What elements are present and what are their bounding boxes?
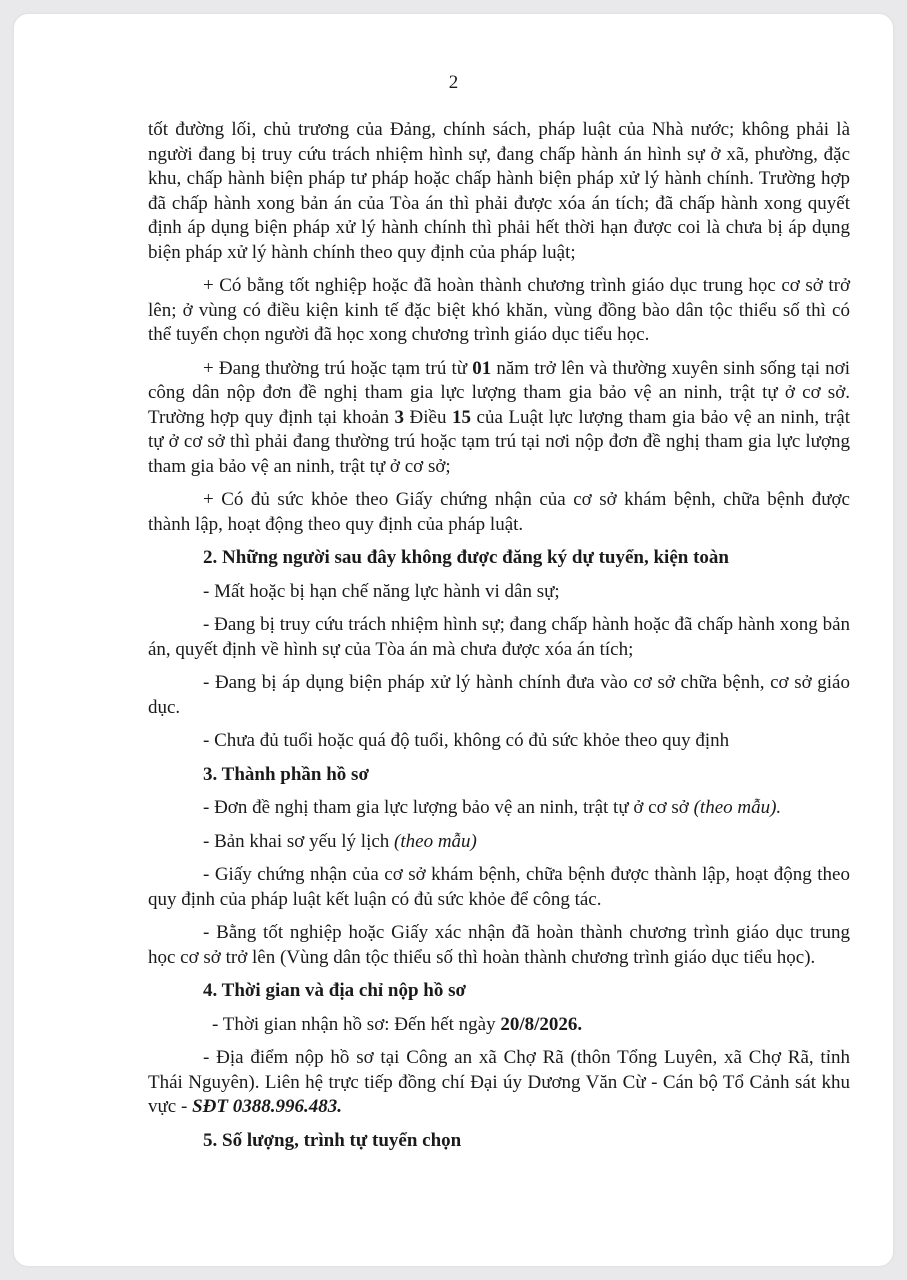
list-item: - Giấy chứng nhận của cơ sở khám bệnh, chữa bệnh được thành lập, hoạt động theo quy định của pháp luật kết luận có đủ sức khỏe để công tác. [148, 864, 850, 910]
form-note: (theo mẫu) [394, 830, 477, 852]
list-item: - Thời gian nhận hồ sơ: Đến hết ngày 20/8/2026. [212, 1013, 583, 1035]
article-number: 15 [452, 406, 472, 428]
list-item: - Chưa đủ tuổi hoặc quá độ tuổi, không có đủ sức khỏe theo quy định [203, 730, 730, 751]
list-item: - Bằng tốt nghiệp hoặc Giấy xác nhận đã hoàn thành chương trình giáo dục trung học cơ sở trở lên (Vùng dân tộc thiểu số thì hoàn thành chương trình giáo dục tiểu học). [148, 922, 850, 968]
document-page [14, 14, 893, 1266]
paragraph-education: + Có bằng tốt nghiệp hoặc đã hoàn thành chương trình giáo dục trung học cơ sở trở lên; ở vùng có điều kiện kinh tế đặc biệt khó khăn, vùng đồng bào dân tộc thiểu số thì có thể tuyển chọn người đã học xong chương trình giáo dục tiểu học. [148, 275, 850, 345]
contact-phone: SĐT 0388.996.483. [192, 1096, 342, 1117]
paragraph-eligibility-continued: tốt đường lối, chủ trương của Đảng, chính sách, pháp luật của Nhà nước; không phải là người đang bị truy cứu trách nhiệm hình sự, đang chấp hành án hình sự ở xã, phường, đặc khu, chấp hành biện pháp tư pháp hoặc chấp hành biện pháp xử lý hành chính. Trường hợp đã chấp hành xong bản án của Tòa án thì phải được xóa án tích; đã chấp hành xong quyết định áp dụng biện pháp xử lý hành chính thì phải hết thời hạn được coi là chưa bị áp dụng biện pháp xử lý hành chính theo quy định của pháp luật; [148, 119, 850, 263]
section-heading-2: 2. Những người sau đây không được đăng ký dự tuyển, kiện toàn [203, 547, 729, 568]
list-item: - Địa điểm nộp hồ sơ tại Công an xã Chợ Rã (thôn Tổng Luyên, xã Chợ Rã, tỉnh Thái Nguyên). Liên hệ trực tiếp đồng chí Đại úy Dương Văn Cừ - Cán bộ Tổ Cảnh sát khu vực - SĐT 0388.996.483. [148, 1047, 850, 1117]
section-heading-4: 4. Thời gian và địa chỉ nộp hồ sơ [203, 980, 467, 1001]
section-heading-3: 3. Thành phần hồ sơ [203, 763, 369, 785]
residence-years: 01 [472, 357, 492, 379]
list-item: - Đang bị truy cứu trách nhiệm hình sự; đang chấp hành hoặc đã chấp hành xong bản án, quyết định về hình sự của Tòa án mà chưa được xóa án tích; [148, 614, 850, 660]
paragraph-residence: + Đang thường trú hoặc tạm trú từ 01 năm trở lên và thường xuyên sinh sống tại nơi công dân nộp đơn đề nghị tham gia lực lượng tham gia bảo vệ an ninh, trật tự ở cơ sở. Trường hợp quy định tại khoản 3 Điều 15 của Luật lực lượng tham gia bảo vệ an ninh, trật tự ở cơ sở thì phải đang thường trú hoặc tạm trú tại nơi nộp đơn đề nghị tham gia lực lượng tham gia bảo vệ an ninh, trật tự ở cơ sở; [148, 357, 851, 477]
list-item: - Đang bị áp dụng biện pháp xử lý hành chính đưa vào cơ sở chữa bệnh, cơ sở giáo dục. [148, 672, 850, 718]
list-item: - Đơn đề nghị tham gia lực lượng bảo vệ an ninh, trật tự ở cơ sở (theo mẫu). [203, 797, 782, 818]
list-item: - Mất hoặc bị hạn chế năng lực hành vi dân sự; [203, 580, 560, 602]
document-body [148, 118, 850, 1162]
deadline-date: 20/8/2026. [500, 1013, 583, 1035]
form-note: (theo mẫu). [693, 797, 782, 818]
list-item: - Bản khai sơ yếu lý lịch (theo mẫu) [203, 830, 477, 852]
paragraph-health: + Có đủ sức khỏe theo Giấy chứng nhận của cơ sở khám bệnh, chữa bệnh được thành lập, hoạt động theo quy định của pháp luật. [148, 489, 850, 535]
page-number: 2 [448, 72, 459, 93]
clause-number: 3 [394, 406, 405, 428]
section-heading-5: 5. Số lượng, trình tự tuyển chọn [203, 1129, 462, 1151]
